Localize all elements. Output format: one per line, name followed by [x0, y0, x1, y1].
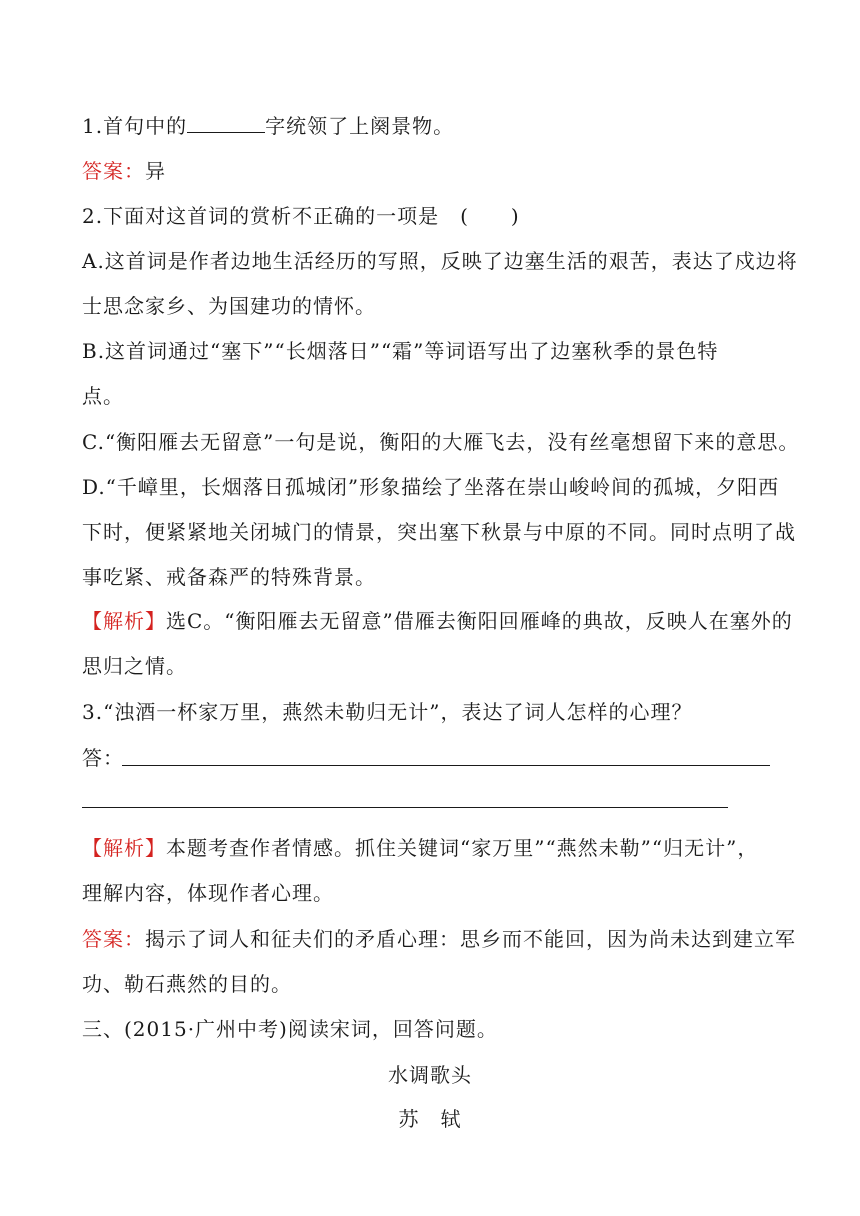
q2-analysis-line1	[82, 607, 793, 635]
q1-answer-label: 答案：	[82, 159, 145, 183]
q2-option-c-line1: C.“衡阳雁去无留意”一句是说，衡阳的大雁飞去，没有丝毫想留下来的意思。	[82, 430, 800, 454]
q2-option-a-line2: 士思念家乡、为国建功的情怀。	[82, 294, 376, 318]
q3-analysis-line1	[82, 834, 782, 862]
poem-title: 水调歌头	[388, 1063, 472, 1087]
q3-analysis-label: 【解析】	[82, 836, 166, 860]
q3-answer-prompt: 答：	[82, 746, 124, 770]
poem-author: 苏 轼	[398, 1107, 462, 1131]
q3-analysis-line2: 理解内容，体现作者心理。	[82, 881, 334, 905]
q2-option-a-line1: A.这首词是作者边地生活经历的写照，反映了边塞生活的艰苦，表达了戍边将	[82, 249, 798, 273]
q3-answer-line1	[82, 925, 796, 953]
q2-option-d-line3: 事吃紧、戒备森严的特殊背景。	[82, 565, 376, 589]
q2-stem: 2.下面对这首词的赏析不正确的一项是 ( )	[82, 204, 520, 228]
q1-blank	[187, 114, 265, 133]
q2-analysis-line2: 思归之情。	[82, 654, 187, 678]
q3-answer-label: 答案：	[82, 927, 145, 951]
q2-option-d-line2: 下时，便紧紧地关闭城门的情景，突出塞下秋景与中原的不同。同时点明了战	[82, 520, 796, 544]
q3-answer-line2: 功、勒石燕然的目的。	[82, 972, 292, 996]
q1-stem	[82, 112, 782, 140]
q3-answer-line-2[interactable]	[82, 807, 728, 808]
q1-answer	[82, 157, 782, 185]
q2-option-b-line1: B.这首词通过“塞下”“长烟落日”“霜”等词语写出了边塞秋季的景色特	[82, 339, 719, 363]
q2-option-d-line1: D.“千嶂里，长烟落日孤城闭”形象描绘了坐落在崇山峻岭间的孤城，夕阳西	[82, 475, 780, 499]
q3-answer-line-1[interactable]	[122, 765, 770, 766]
q1-answer-value: 异	[145, 159, 166, 183]
q3-stem: 3.“浊酒一杯家万里，燕然未勒归无计”，表达了词人怎样的心理？	[82, 700, 693, 724]
q3-analysis-text: 本题考查作者情感。抓住关键词“家万里”“燕然未勒”“归无计”，	[166, 836, 759, 860]
section3-heading: 三、(2015·广州中考)阅读宋词，回答问题。	[82, 1017, 498, 1041]
q2-analysis-label: 【解析】	[82, 609, 166, 633]
q1-suffix: 字统领了上阕景物。	[265, 114, 455, 138]
q3-answer-text: 揭示了词人和征夫们的矛盾心理：思乡而不能回，因为尚未达到建立军	[145, 927, 796, 951]
q2-option-b-line2: 点。	[82, 384, 124, 408]
q1-prefix: 1.首句中的	[82, 114, 188, 138]
q2-analysis-text: 选C。“衡阳雁去无留意”借雁去衡阳回雁峰的典故，反映人在塞外的	[166, 609, 793, 633]
